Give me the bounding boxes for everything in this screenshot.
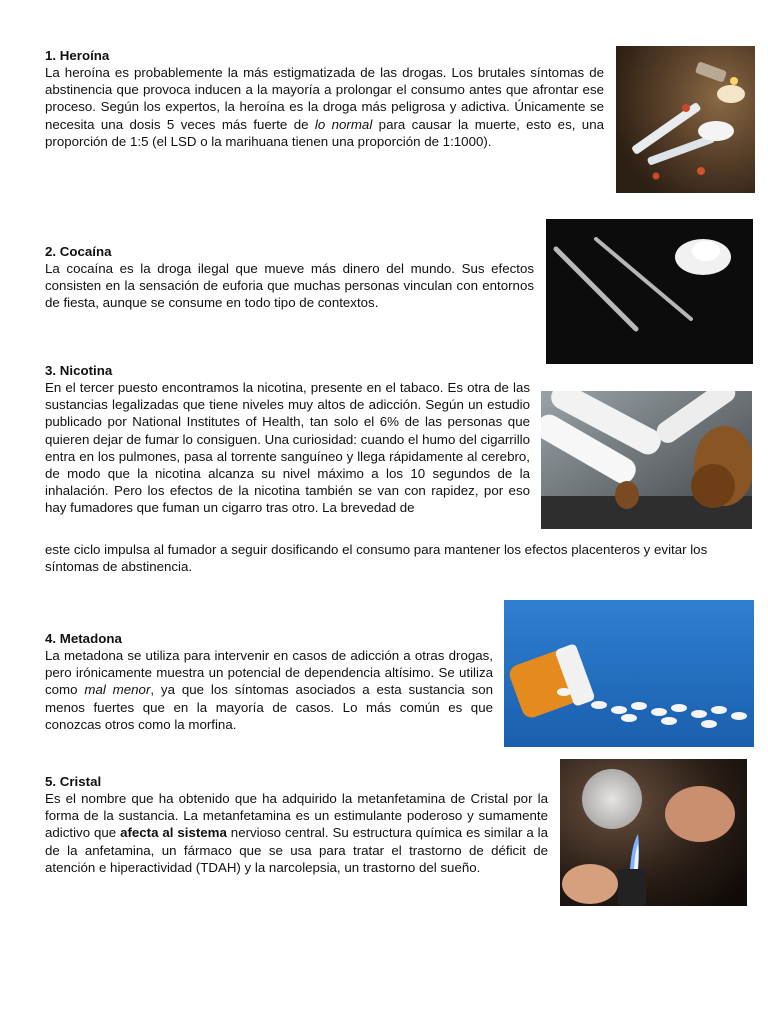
methadone-pills-image [504, 600, 754, 747]
section-metadona [45, 631, 493, 733]
section-title: 5. Cristal [45, 774, 102, 789]
section-paragraph: La metadona se utiliza para intervenir en casos de adicción a otras drogas, pero irónicamente muestra un potencial de dependencia altísimo. Se utiliza como mal menor, ya que los síntomas asociados a esta sustancia son menos fuertes que en la mayoría de casos. Lo más común es que conozcas otros como la morfina. [45, 648, 494, 732]
section-heroina [45, 48, 604, 150]
heroin-syringes-image [616, 46, 755, 193]
section-title: 2. Cocaína [45, 244, 112, 259]
cigarettes-tobacco-image [541, 391, 752, 529]
section-paragraph: La cocaína es la droga ilegal que mueve más dinero del mundo. Sus efectos consisten en la sensación de euforia que muchas personas vinculan con entornos de fiesta, aunque se consume en todo tipo de contextos. [45, 261, 534, 311]
section-cocaina [45, 244, 534, 312]
section-cristal [45, 774, 548, 876]
crystal-pipe-lighter-image [560, 759, 747, 906]
section-paragraph: En el tercer puesto encontramos la nicotina, presente en el tabaco. Es otra de las sustancias legalizadas que tiene niveles muy altos de adicción. Según un estudio publicado por National Institutes of Health, tan solo el 6% de las personas que quieren dejar de fumar lo consiguen. Una curiosidad: cuando el humo del cigarrillo entra en los pulmones, pasa al torrente sanguíneo y llega rápidamente al cerebro, de modo que la nicotina alcanza su nivel máximo a los 10 segundos de la inhalación. Pero los efectos de la nicotina también se van con rapidez, por eso hay fumadores que fuman un cigarro tras otro. La brevedad de [45, 380, 530, 516]
section-paragraph: este ciclo impulsa al fumador a seguir dosificando el consumo para mantener los efectos placenteros y evitar los síntomas de abstinencia. [45, 542, 708, 575]
cocaine-lines-image [546, 219, 753, 364]
section-nicotina-continuation [45, 541, 725, 575]
section-paragraph: Es el nombre que ha obtenido que ha adquirido la metanfetamina de Cristal por la forma de la sustancia. La metanfetamina es un estimulante poderoso y sumamente adictivo que afecta al sistema nervioso central. Su estructura química es similar a la de la anfetamina, un fármaco que se usa para tratar el trastorno de déficit de atención e hiperactividad (TDAH) y la narcolepsia, un trastorno del sueño. [45, 791, 548, 875]
section-paragraph: La heroína es probablemente la más estigmatizada de las drogas. Los brutales síntomas de abstinencia que provoca inducen a la mayoría a prolongar el consumo antes que afrontar ese proceso. Según los expertos, la heroína es la droga más peligrosa y adictiva. Únicamente se necesita una dosis 5 veces más fuerte de lo normal para causar la muerte, esto es, una proporción de 1:5 (el LSD o la marihuana tienen una proporción de 1:1000). [45, 65, 604, 149]
section-title: 1. Heroína [45, 48, 110, 63]
section-title: 3. Nicotina [45, 363, 113, 378]
section-nicotina [45, 363, 530, 517]
section-title: 4. Metadona [45, 631, 122, 646]
